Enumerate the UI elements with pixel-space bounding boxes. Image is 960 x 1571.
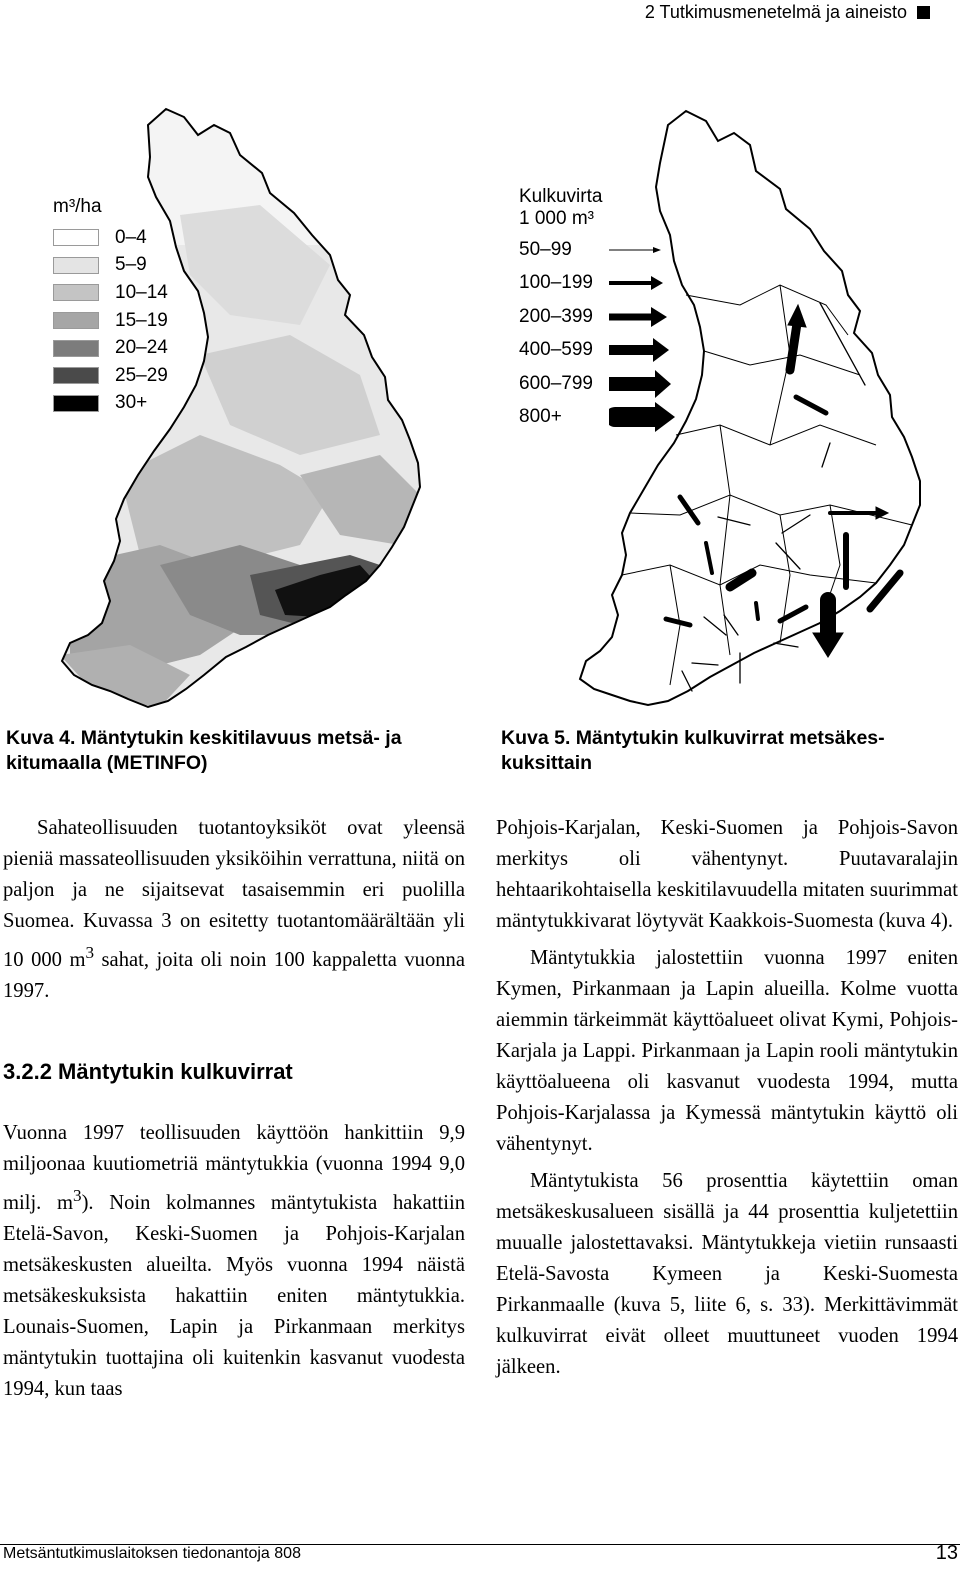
paragraph-text: Vuonna 1997 teollisuuden käyttöön hankittiin 9,9 miljoonaa kuutiometriä mäntytukkia (vuonna 1994 9,0 milj. m	[3, 1121, 465, 1214]
body-right-column	[496, 813, 958, 1383]
figure4-caption-line1: Kuva 4. Mäntytukin keskitilavuus metsä- ja	[6, 727, 402, 749]
flow-legend-row	[519, 367, 679, 401]
figure4-caption	[6, 726, 476, 776]
flow-legend-row	[519, 401, 679, 435]
legend-swatch	[53, 367, 99, 384]
legend-row	[53, 279, 168, 307]
legend-swatch	[53, 340, 99, 357]
flow-arrow-medium-icon	[609, 305, 671, 329]
figure4-caption-line2: kitumaalla (METINFO)	[6, 752, 208, 774]
legend-label: 25–29	[115, 364, 168, 386]
flow-arrow-thin-icon	[609, 240, 669, 260]
legend-row	[53, 224, 168, 252]
legend-label: 20–24	[115, 337, 168, 359]
legend-swatch	[53, 312, 99, 329]
legend-row	[53, 334, 168, 362]
flow-arrow-small-icon	[609, 273, 669, 293]
flow-legend-row	[519, 334, 679, 368]
page-number: 13	[935, 1542, 958, 1564]
legend-title: m³/ha	[53, 196, 102, 217]
flow-legend-title-line2: 1 000 m³	[519, 208, 594, 229]
figure5-caption-line2: kuksittain	[501, 752, 593, 774]
legend-swatch	[53, 229, 99, 246]
header-square-marker	[917, 6, 930, 19]
flow-legend-row	[519, 267, 679, 301]
running-header	[645, 2, 930, 23]
paragraph-sawmill-units	[3, 813, 465, 1007]
flow-legend-label: 200–399	[519, 305, 593, 327]
body-left-column	[3, 813, 465, 1405]
figure5-caption	[501, 726, 956, 776]
paragraph-flows: Mäntytukista 56 prosenttia käytettiin oman metsäkeskusalueen sisällä ja 44 prosenttia kuljetettiin muualle jalostettavaksi. Mäntytukkeja vietiin runsaasti Etelä-Savosta Kymeen ja Keski-Suomesta Pirkanmaalle (kuva 5, liite 6, s. 33). Merkittävimmät kulkuvirrat eivät olleet muuttuneet vuoden 1994 jälkeen.	[496, 1170, 958, 1378]
legend-row	[53, 307, 168, 335]
legend-label: 0–4	[115, 226, 147, 248]
legend-row	[53, 390, 168, 418]
legend-label: 15–19	[115, 309, 168, 331]
superscript: 3	[73, 1185, 82, 1205]
legend-row	[53, 362, 168, 390]
flow-legend-label: 800+	[519, 406, 562, 428]
legend-label: 30+	[115, 392, 148, 414]
flow-legend-label: 400–599	[519, 339, 593, 361]
legend-label: 10–14	[115, 281, 168, 303]
paragraph-text: sahat, joita oli noin 100 kappaletta vuonna 1997.	[3, 948, 465, 1002]
flow-legend-label: 600–799	[519, 372, 593, 394]
section-heading: 3.2.2 Mäntytukin kulkuvirrat	[3, 1058, 293, 1084]
paragraph-log-harvest	[3, 1118, 465, 1405]
flow-arrow-large-icon	[609, 337, 673, 363]
flow-legend-label: 50–99	[519, 238, 572, 260]
figure5-caption-line1: Kuva 5. Mäntytukin kulkuvirrat metsäkes-	[501, 727, 885, 749]
flow-legend-title-line1: Kulkuvirta	[519, 186, 603, 207]
flow-arrow-xlarge-icon	[609, 370, 675, 398]
flow-arrow-xxlarge-icon	[609, 402, 679, 432]
legend-swatch	[53, 284, 99, 301]
paragraph-text: Sahateollisuuden tuotantoyksiköt ovat yleensä pieniä massateollisuuden yksiköihin verrattuna, niitä on paljon ja ne sijaitsevat tasaisemmin eri puolilla Suomea. Kuvassa 3 on esitetty tuotantomäärältään yli 10 000 m	[3, 817, 465, 971]
legend-label: 5–9	[115, 254, 147, 276]
flow-legend-label: 100–199	[519, 272, 593, 294]
running-title: 2 Tutkimusmenetelmä ja aineisto	[644, 2, 907, 22]
flow-legend-row	[519, 300, 679, 334]
flow-legend-row	[519, 233, 679, 267]
footer-publication: Metsäntutkimuslaitoksen tiedonantoja 808	[3, 1545, 301, 1562]
legend-row	[53, 252, 168, 280]
legend-swatch	[53, 257, 99, 274]
paragraph-regional-importance: Pohjois-Karjalan, Keski-Suomen ja Pohjois-Savon merkitys oli vähentynyt. Puutavaralajin hehtaarikohtaisella keskitilavuudella mitaten suurimmat mäntytukkivarat löytyvät Kaakkois-Suomesta (kuva 4).	[496, 817, 958, 932]
figure4-legend	[53, 196, 168, 417]
legend-swatch	[53, 395, 99, 412]
paragraph-processing: Mäntytukkia jalostettiin vuonna 1997 eniten Kymen, Pirkanmaan ja Lapin alueilla. Kolme vuotta aiemmin tärkeimmät käyttöalueet olivat Kymi, Pohjois-Karjala ja Lappi. Pirkanmaan ja Lapin rooli mäntytukin käyttöalueena oli kasvanut vuodesta 1994, mutta Pohjois-Karjalassa ja Kymessä mäntytukin käyttö oli vähentynyt.	[496, 947, 958, 1155]
figure5-legend	[519, 186, 679, 434]
superscript: 3	[85, 943, 95, 962]
paragraph-text: ). Noin kolmannes mäntytukista hakattiin Etelä-Savon, Keski-Suomen ja Pohjois-Karjalan metsäkeskusten alueilta. Myös vuonna 1994 näistä metsäkeskuksista hakattiin eniten mäntytukkia. Lounais-Suomen, Lapin ja Pirkanmaan merkitys mäntytukin tuottajina oli kuitenkin kasvanut vuodesta 1994, kun taas	[3, 1191, 465, 1400]
